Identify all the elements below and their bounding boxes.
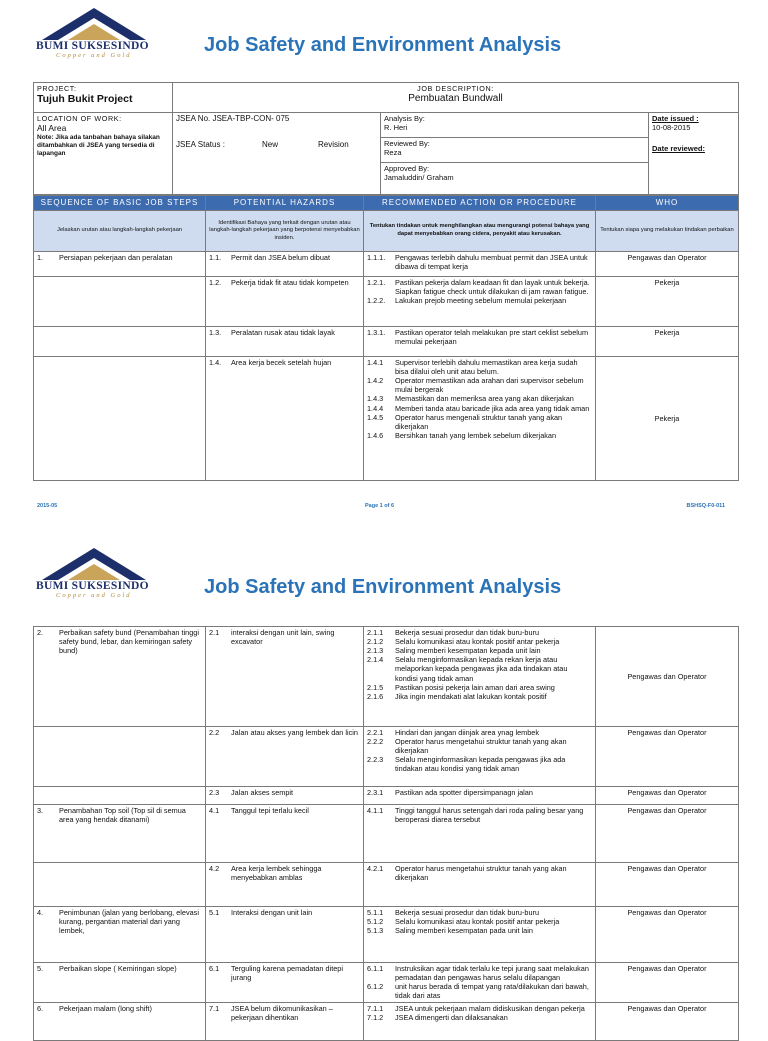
responsible-cell	[596, 787, 739, 805]
action-text: Operator harus mengetahui struktur tanah yang akan dikerjakan	[395, 737, 567, 756]
action-item	[367, 628, 592, 637]
jsea-table-page-1	[33, 195, 739, 481]
action-number: 1.1.1.	[367, 253, 386, 262]
action-cell	[364, 252, 596, 277]
action-item	[367, 737, 592, 755]
hazard-number: 4.2	[209, 864, 220, 873]
action-number: 1.4.6	[367, 430, 384, 440]
location-label: LOCATION OF WORK:	[37, 114, 122, 123]
action-text: Selalu komunikasi atau kontak positif antar pekerja	[395, 917, 560, 927]
action-cell	[364, 627, 596, 727]
action-item	[367, 806, 592, 824]
action-item	[367, 646, 592, 655]
hazard-cell	[206, 787, 364, 805]
action-number: 1.4.1	[367, 358, 384, 367]
responsible-cell	[596, 727, 739, 787]
responsible-party: Pengawas dan Operator	[627, 1004, 707, 1013]
hazard-number: 5.1	[209, 908, 220, 917]
action-number: 1.4.5	[367, 412, 384, 422]
action-number: 2.1.2	[367, 637, 384, 647]
hazard-text: Pekerja tidak fit atau tidak kompeten	[231, 278, 349, 287]
responsible-cell	[596, 627, 739, 727]
responsible-cell	[596, 1003, 739, 1041]
action-item	[367, 376, 592, 394]
table-row	[34, 963, 739, 1003]
mountain-logo-icon	[36, 6, 152, 42]
action-number: 5.1.3	[367, 926, 384, 936]
brand-name: BUMI SUKSESINDO	[36, 40, 149, 52]
dates-cell	[649, 113, 739, 195]
action-text: Supervisor terlebih dahulu memastikan area kerja sudah bisa dilalui oleh unit atau belum.	[395, 358, 578, 377]
hazard-cell	[206, 357, 364, 481]
job-step-cell	[34, 252, 206, 277]
action-item	[367, 908, 592, 917]
location-cell	[34, 113, 173, 195]
approved-by-label: Approved By:	[384, 164, 430, 173]
hazard-cell	[206, 627, 364, 727]
action-number: 1.2.2.	[367, 296, 386, 306]
action-text: Saling memberi kesempatan kepada unit lain	[395, 646, 541, 656]
action-item	[367, 413, 592, 431]
location-note: Note: Jika ada tanbahan bahaya silakan ditambahkan di JSEA yang tersedia di lapangan	[37, 133, 160, 157]
job-step-cell	[34, 787, 206, 805]
hazard-number: 7.1	[209, 1004, 220, 1013]
job-description-cell	[173, 83, 739, 113]
action-text: Operator harus mengenali struktur tanah yang akan dikerjakan	[395, 412, 563, 431]
action-number: 4.1.1	[367, 806, 384, 815]
hazard-cell	[206, 907, 364, 963]
action-text: Selalu menginformasikan kepada pengawas jika ada tindakan atau kondisi yang tidak aman	[395, 755, 566, 774]
jsea-status-revision: Revision	[318, 140, 349, 149]
responsible-cell	[596, 357, 739, 481]
responsible-party: Pengawas dan Operator	[627, 788, 707, 797]
signoff-cell	[381, 113, 649, 195]
column-actions: RECOMMENDED ACTION OR PROCEDURE	[364, 196, 596, 211]
page-1	[0, 0, 768, 520]
hazard-text: Jalan akses sempit	[231, 788, 294, 797]
action-cell	[364, 277, 596, 327]
hazards-guidance: Identifikasi Bahaya yang terkait dengan urutan atau langkah-langkah pekerjaan yang berpotensi menyebabkan insiden.	[206, 211, 364, 252]
action-item	[367, 982, 592, 1000]
responsible-party: Pekerja	[654, 328, 680, 337]
jsea-status-label: JSEA Status :	[176, 140, 225, 149]
responsible-cell	[596, 327, 739, 357]
action-item	[367, 394, 592, 403]
action-number: 2.1.6	[367, 691, 384, 701]
job-step-cell	[34, 627, 206, 727]
action-text: unit harus berada di tempat yang rata/dilakukan dari bawah, tidak dari atas	[395, 982, 589, 1001]
responsible-party: Pengawas dan Operator	[627, 806, 707, 815]
action-number: 2.2.1	[367, 728, 384, 737]
step-number: 6.	[37, 1004, 44, 1013]
page-1-rows	[34, 252, 739, 481]
action-cell	[364, 963, 596, 1003]
action-number: 2.1.4	[367, 655, 384, 665]
table-row	[34, 727, 739, 787]
company-logo	[36, 546, 152, 599]
reviewed-by	[381, 138, 648, 163]
hazard-number: 1.1.	[209, 253, 222, 262]
action-text: Hindari dan jangan diinjak area ynag lembek	[395, 728, 540, 737]
action-number: 2.2.3	[367, 755, 384, 765]
mountain-logo-icon	[36, 546, 152, 582]
hazard-number: 2.2	[209, 728, 220, 737]
action-text: Pengawas terlebih dahulu membuat permit dan JSEA untuk dibawa di tempat kerja	[395, 253, 588, 272]
responsible-cell	[596, 863, 739, 907]
job-step-cell	[34, 863, 206, 907]
hazard-cell	[206, 327, 364, 357]
action-text: JSEA untuk pekerjaan malam didiskusikan dengan pekerja	[395, 1004, 585, 1013]
hazard-cell	[206, 805, 364, 863]
action-item	[367, 1013, 592, 1022]
column-steps: SEQUENCE OF BASIC JOB STEPS	[34, 196, 206, 211]
column-who: WHO	[596, 196, 739, 211]
hazard-text: Terguling karena pemadatan ditepi jurang	[231, 964, 343, 983]
action-item	[367, 755, 592, 773]
table-row	[34, 863, 739, 907]
jsea-table-page-2	[33, 626, 739, 1041]
action-text: Bekerja sesuai prosedur dan tidak buru-buru	[395, 908, 539, 917]
action-text: Pastikan operator telah melakukan pre start ceklist sebelum memulai pekerjaan	[395, 328, 589, 347]
jsea-cell	[173, 113, 381, 195]
action-text: Bekerja sesuai prosedur dan tidak buru-buru	[395, 628, 539, 637]
jsea-status-new: New	[262, 140, 279, 149]
action-item	[367, 917, 592, 926]
hazard-cell	[206, 277, 364, 327]
step-text: Pekerjaan malam (long shift)	[59, 1004, 152, 1013]
job-step-cell	[34, 963, 206, 1003]
step-number: 1.	[37, 253, 44, 262]
action-number: 1.3.1.	[367, 328, 386, 337]
action-number: 2.1.3	[367, 646, 384, 656]
approved-by-value: Jamaluddin/ Graham	[384, 173, 454, 183]
step-number: 3.	[37, 806, 44, 815]
jsea-status	[176, 140, 377, 150]
action-text: Memberi tanda atau baricade jika ada area yang tidak aman	[395, 403, 590, 413]
action-number: 5.1.1	[367, 908, 384, 917]
column-hazards: POTENTIAL HAZARDS	[206, 196, 364, 211]
analysis-by-label: Analysis By:	[384, 114, 425, 123]
step-text: Persiapan pekerjaan dan peralatan	[59, 253, 173, 262]
action-text: Selalu menginformasikan kepada rekan kerja atau melaporkan kepada pengawas jika ada tindakan atau kondisi yang tidak aman	[395, 655, 568, 683]
job-description-label: JOB DESCRIPTION:	[417, 84, 494, 93]
action-item	[367, 278, 592, 296]
table-row	[34, 627, 739, 727]
responsible-party: Pengawas dan Operator	[627, 728, 707, 737]
action-item	[367, 655, 592, 682]
job-step-cell	[34, 357, 206, 481]
brand-name: BUMI SUKSESINDO	[36, 580, 149, 592]
job-step-cell	[34, 327, 206, 357]
action-item	[367, 728, 592, 737]
project-name: Tujuh Bukit Project	[37, 93, 133, 105]
brand-tagline: Copper and Gold	[56, 52, 132, 59]
column-header-row	[34, 196, 739, 211]
hazard-number: 2.3	[209, 788, 220, 797]
step-text: Perbaikan slope ( Kemiringan slope)	[59, 964, 177, 973]
action-text: Pastikan ada spotter dipersimpanagn jalan	[395, 788, 533, 797]
action-number: 5.1.2	[367, 917, 384, 927]
responsible-party: Pengawas dan Operator	[627, 253, 707, 262]
action-text: JSEA dimengerti dan dilaksanakan	[395, 1013, 508, 1023]
hazard-text: JSEA belum dikomunikasikan – pekerjaan dihentikan	[231, 1004, 333, 1023]
action-text: Instruksikan agar tidak terlalu ke tepi jurang saat melakukan pemadatan dan pengawas harus selalu dilapangan	[395, 964, 589, 983]
hazard-text: Interaksi dengan unit lain	[231, 908, 313, 917]
action-cell	[364, 327, 596, 357]
action-text: Memastikan dan memeriksa area yang akan dikerjakan	[395, 394, 574, 404]
reviewed-by-label: Reviewed By:	[384, 139, 430, 148]
footer-left: 2015-05	[37, 503, 58, 509]
job-step-cell	[34, 805, 206, 863]
hazard-number: 2.1	[209, 628, 220, 637]
hazard-number: 6.1	[209, 964, 220, 973]
responsible-party: Pengawas dan Operator	[627, 908, 707, 917]
brand-tagline: Copper and Gold	[56, 592, 132, 599]
action-number: 2.2.2	[367, 737, 384, 747]
hazard-cell	[206, 1003, 364, 1041]
steps-guidance: Jelaskan urutan atau langkah-langkah pekerjaan	[34, 211, 206, 252]
table-row	[34, 907, 739, 963]
step-number: 4.	[37, 908, 44, 917]
action-number: 2.3.1	[367, 788, 384, 797]
action-cell	[364, 863, 596, 907]
action-item	[367, 964, 592, 982]
responsible-party: Pekerja	[654, 413, 680, 423]
action-text: Bersihkan tanah yang lembek sebelum dikerjakan	[395, 430, 557, 440]
job-step-cell	[34, 907, 206, 963]
action-number: 4.2.1	[367, 864, 384, 873]
table-row	[34, 277, 739, 327]
action-text: Operator memastikan ada arahan dari supervisor sebelum mulai bergerak	[395, 376, 584, 395]
action-number: 7.1.1	[367, 1004, 384, 1013]
responsible-cell	[596, 963, 739, 1003]
action-item	[367, 328, 592, 346]
action-text: Lakukan prejob meeting sebelum memulai pekerjaan	[395, 296, 567, 306]
action-item	[367, 404, 592, 413]
job-step-cell	[34, 277, 206, 327]
document-title: Job Safety and Environment Analysis	[204, 576, 562, 598]
action-item	[367, 296, 592, 305]
hazard-text: Tanggul tepi terlalu kecil	[231, 806, 309, 815]
responsible-cell	[596, 907, 739, 963]
action-item	[367, 253, 592, 271]
step-text: Penambahan Top soil (Top sil di semua area yang hendak ditanami)	[59, 806, 186, 825]
action-text: Tinggi tanggul harus setengah dari roda paling besar yang beroperasi diarea tersebut	[395, 806, 584, 825]
table-row	[34, 1003, 739, 1041]
action-item	[367, 864, 592, 882]
action-item	[367, 1004, 592, 1013]
action-number: 1.4.2	[367, 376, 384, 386]
step-number: 5.	[37, 964, 44, 973]
action-item	[367, 926, 592, 935]
action-item	[367, 692, 592, 701]
who-guidance: Tentukan siapa yang melakukan tindakan perbaikan	[596, 211, 739, 252]
action-number: 1.4.3	[367, 394, 384, 404]
page-2-rows	[34, 627, 739, 1041]
hazard-text: interaksi dengan unit lain, swing excavator	[231, 628, 335, 647]
job-step-cell	[34, 1003, 206, 1041]
hazard-text: Area kerja lembek sehingga menyebabkan amblas	[231, 864, 322, 883]
jsea-number: JSEA No. JSEA-TBP-CON- 075	[176, 114, 290, 123]
table-row	[34, 327, 739, 357]
hazard-cell	[206, 727, 364, 787]
action-cell	[364, 357, 596, 481]
action-number: 2.1.5	[367, 682, 384, 692]
action-cell	[364, 907, 596, 963]
footer-page: Page 1 of 6	[365, 503, 395, 509]
responsible-party: Pengawas dan Operator	[627, 864, 707, 873]
action-text: Jika ingin mendakati alat lakukan kontak positif	[395, 691, 547, 701]
page-2	[0, 540, 768, 1024]
step-text: Perbaikan safety bund (Penambahan tinggi safety bund, lebar, dan kemiringan safety bund)	[59, 628, 199, 656]
hazard-cell	[206, 963, 364, 1003]
footer-code: BSHSQ-F0-011	[686, 503, 725, 509]
action-cell	[364, 805, 596, 863]
hazard-number: 1.3.	[209, 328, 222, 337]
column-guidance-row	[34, 211, 739, 252]
action-number: 1.4.4	[367, 403, 384, 413]
action-number: 2.1.1	[367, 628, 384, 637]
hazard-text: Peralatan rusak atau tidak layak	[231, 328, 335, 337]
header-table	[33, 82, 739, 195]
hazard-number: 1.4.	[209, 358, 222, 367]
location-value: All Area	[37, 123, 67, 133]
responsible-cell	[596, 252, 739, 277]
action-number: 1.2.1.	[367, 278, 386, 287]
responsible-cell	[596, 277, 739, 327]
table-row	[34, 357, 739, 481]
responsible-party: Pengawas dan Operator	[627, 964, 707, 973]
action-item	[367, 788, 592, 797]
responsible-party: Pengawas dan Operator	[627, 671, 707, 681]
approved-by	[381, 163, 648, 184]
job-step-cell	[34, 727, 206, 787]
action-text: Operator harus mengetahui struktur tanah yang akan dikerjakan	[395, 864, 567, 883]
project-cell	[34, 83, 173, 113]
action-text: Selalu komunikasi atau kontak positif antar pekerja	[395, 637, 560, 647]
action-item	[367, 637, 592, 646]
date-reviewed-label: Date reviewed:	[652, 143, 705, 153]
hazard-cell	[206, 252, 364, 277]
hazard-text: Area kerja becek setelah hujan	[231, 358, 332, 367]
document-title: Job Safety and Environment Analysis	[204, 34, 562, 56]
step-text: Penimbunan (jalan yang berlobang, elevasi kurang, pergantian material dari yang lembek,	[59, 908, 199, 936]
action-number: 7.1.2	[367, 1013, 384, 1023]
action-number: 6.1.1	[367, 964, 384, 973]
step-number: 2.	[37, 628, 44, 637]
table-row	[34, 805, 739, 863]
action-text: Pastikan posisi pekerja lain aman dari area swing	[395, 682, 555, 692]
job-description: Pembuatan Bundwall	[408, 93, 503, 104]
company-logo	[36, 6, 152, 59]
date-issued-label: Date issued :	[652, 114, 699, 123]
reviewed-by-value: Reza	[384, 148, 402, 158]
actions-guidance: Tentukan tindakan untuk menghilangkan atau mengurangi potensi bahaya yang dapat menyebabkan orang cidera, penyakit atau kerusakan.	[364, 211, 596, 252]
action-cell	[364, 727, 596, 787]
hazard-text: Jalan atau akses yang lembek dan licin	[231, 728, 358, 737]
hazard-number: 1.2.	[209, 278, 222, 287]
responsible-party: Pekerja	[654, 278, 680, 287]
action-item	[367, 683, 592, 692]
action-cell	[364, 1003, 596, 1041]
action-text: Saling memberi kesempatan pada unit lain	[395, 926, 533, 936]
analysis-by	[381, 113, 648, 138]
action-cell	[364, 787, 596, 805]
project-label: PROJECT:	[37, 84, 77, 93]
hazard-cell	[206, 863, 364, 907]
action-item	[367, 431, 592, 440]
hazard-number: 4.1	[209, 806, 220, 815]
analysis-by-value: R. Heri	[384, 123, 408, 133]
action-text: Pastikan pekerja dalam keadaan fit dan layak untuk bekerja. Siapkan fatigue check untuk dilakukan di jam rawan fatigue.	[395, 278, 590, 297]
table-row	[34, 787, 739, 805]
table-row	[34, 252, 739, 277]
date-issued-value: 10-08-2015	[652, 123, 691, 133]
action-item	[367, 358, 592, 376]
responsible-cell	[596, 805, 739, 863]
hazard-text: Permit dan JSEA belum dibuat	[231, 253, 330, 262]
action-number: 6.1.2	[367, 982, 384, 992]
